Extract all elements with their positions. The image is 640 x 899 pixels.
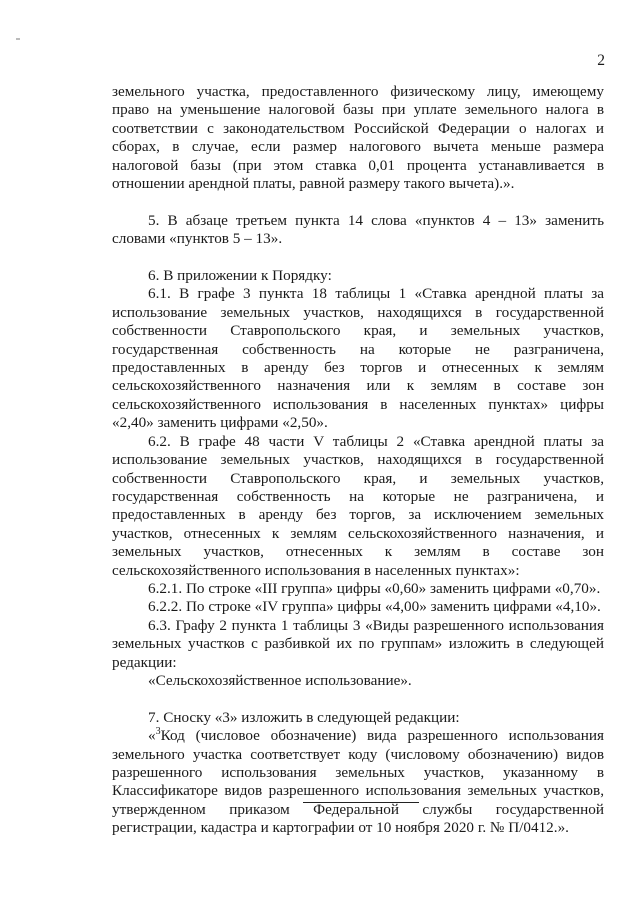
paragraph-item-6: 6. В приложении к Порядку:: [148, 267, 332, 285]
footnote-body: Код (числовое обозначение) вида разрешенного использования земельного участка соответствует коду (числовому обозначению) видов разрешенного использования земельных участков, указанному в Классификаторе видов разрешенного использования земельных участков, утвержденном приказом Федеральной службы государственной регистрации, кадастра и картографии от 10 ноября 2020 г. № П/0412.».: [112, 727, 604, 837]
paragraph-item-6-1: 6.1. В графе 3 пункта 18 таблицы 1 «Ставка арендной платы за использование земельных участков, находящихся в государственной собственности Ставропольского края, и земельных участков, государственная собственность на которые не разграничена, предоставленных в аренду без торгов и отнесенных к землям сельскохозяйственного назначения или к землям в составе зон сельскохозяйственного использования в населенных пунктах» цифры «2,40» заменить цифрами «2,50».: [112, 285, 604, 432]
paragraph-footnote-text: [112, 727, 604, 837]
paragraph-continuation: земельного участка, предоставленного физическому лицу, имеющему право на уменьшение налоговой базы при уплате земельного налога в соответствии с законодательством Российской Федерации о налогах и сборах, в случае, если размер налогового вычета меньше размера налоговой базы (при этом ставка 0,01 процента устанавливается в отношении арендной платы, равной размеру такого вычета).».: [112, 83, 604, 193]
paragraph-item-6-2-1: 6.2.1. По строке «III группа» цифры «0,60» заменить цифрами «0,70».: [148, 579, 601, 597]
paragraph-item-6-2: 6.2. В графе 48 части V таблицы 2 «Ставка арендной платы за использование земельных участков, находящихся в государственной собственности Ставропольского края, и земельных участков, государственная собственность на которые не разграничена, и предоставленных в аренду без торгов, за исключением земельных участков, отнесенных к землям сельскохозяйственного назначения, и земельных участков, отнесенных к землям в составе зон сельскохозяйственного использования в населенных пунктах»:: [112, 432, 604, 579]
footnote-open-quote: «: [148, 727, 156, 745]
paragraph-item-7: 7. Сноску «3» изложить в следующей редакции:: [148, 708, 460, 726]
page-number: 2: [597, 52, 605, 69]
document-body: [112, 83, 604, 838]
paragraph-item-6-3: 6.3. Графу 2 пункта 1 таблицы 3 «Виды разрешенного использования земельных участков с разбивкой их по группам» изложить в следующей редакции:: [112, 616, 604, 671]
paragraph-new-wording: «Сельскохозяйственное использование».: [148, 671, 412, 689]
closing-rule: [303, 802, 419, 803]
paragraph-item-6-2-2: 6.2.2. По строке «IV группа» цифры «4,00» заменить цифрами «4,10».: [148, 598, 601, 616]
margin-mark: [16, 38, 20, 40]
footnote-superscript: 3: [155, 726, 161, 738]
paragraph-item-5: 5. В абзаце третьем пункта 14 слова «пунктов 4 – 13» заменить словами «пунктов 5 – 13».: [112, 211, 604, 248]
